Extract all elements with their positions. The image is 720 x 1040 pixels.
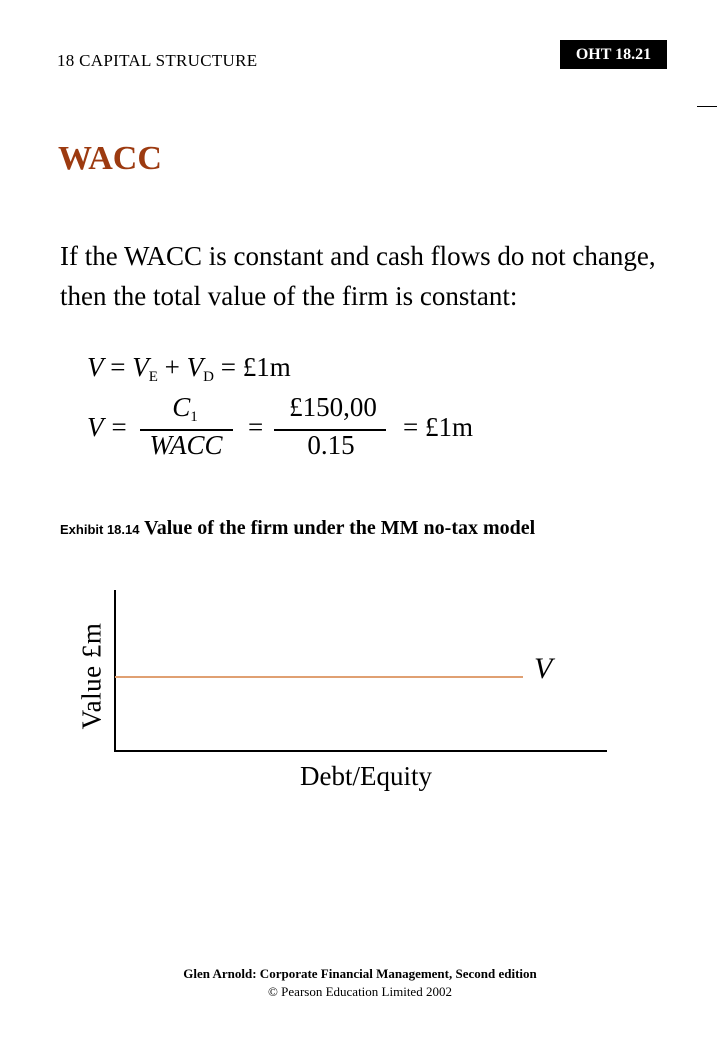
eq-result: = £1m bbox=[213, 352, 291, 382]
eq-vd-sub: D bbox=[203, 369, 214, 385]
footer-copyright: © Pearson Education Limited 2002 bbox=[268, 984, 452, 999]
eq-ve: V bbox=[132, 352, 149, 382]
eq-plus: + bbox=[157, 352, 187, 382]
chapter-heading: 18 CAPITAL STRUCTURE bbox=[57, 51, 258, 70]
chart-y-axis bbox=[114, 590, 116, 752]
eq-vd: V bbox=[186, 352, 204, 382]
eq-v: V bbox=[87, 352, 104, 382]
fraction2-denominator: 0.15 bbox=[307, 430, 355, 460]
fraction1-c-sub: 1 bbox=[190, 409, 198, 425]
equation-total-value bbox=[87, 352, 291, 386]
page-title: WACC bbox=[58, 140, 162, 177]
corner-divider bbox=[697, 106, 717, 107]
x-axis-label: Debt/Equity bbox=[300, 761, 432, 791]
eq-equals: = bbox=[103, 352, 133, 382]
series-v-line bbox=[115, 676, 523, 678]
fraction1-denominator: WACC bbox=[149, 430, 223, 460]
exhibit-title: Value of the firm under the MM no-tax model bbox=[144, 517, 536, 539]
exhibit-label: Exhibit 18.14 bbox=[60, 522, 140, 537]
intro-paragraph: If the WACC is constant and cash flows do not change, then the total value of the firm is constant: bbox=[60, 241, 656, 311]
equation2-result: = £1m bbox=[403, 412, 473, 442]
fraction1-numerator bbox=[140, 392, 230, 426]
chart-x-axis bbox=[114, 750, 607, 752]
fraction2-numerator: £150,00 bbox=[289, 392, 377, 422]
fraction1-c: C bbox=[172, 392, 191, 422]
equation2-equals: = bbox=[248, 412, 264, 442]
series-v-label: V bbox=[534, 652, 553, 685]
eq-ve-sub: E bbox=[148, 369, 158, 385]
footer-book-title: Glen Arnold: Corporate Financial Management, Second edition bbox=[183, 966, 537, 981]
equation2-lhs: V = bbox=[87, 412, 128, 442]
exhibit-caption bbox=[60, 512, 660, 546]
oht-badge: OHT 18.21 bbox=[560, 40, 667, 69]
y-axis-label: Value £m bbox=[76, 622, 107, 730]
